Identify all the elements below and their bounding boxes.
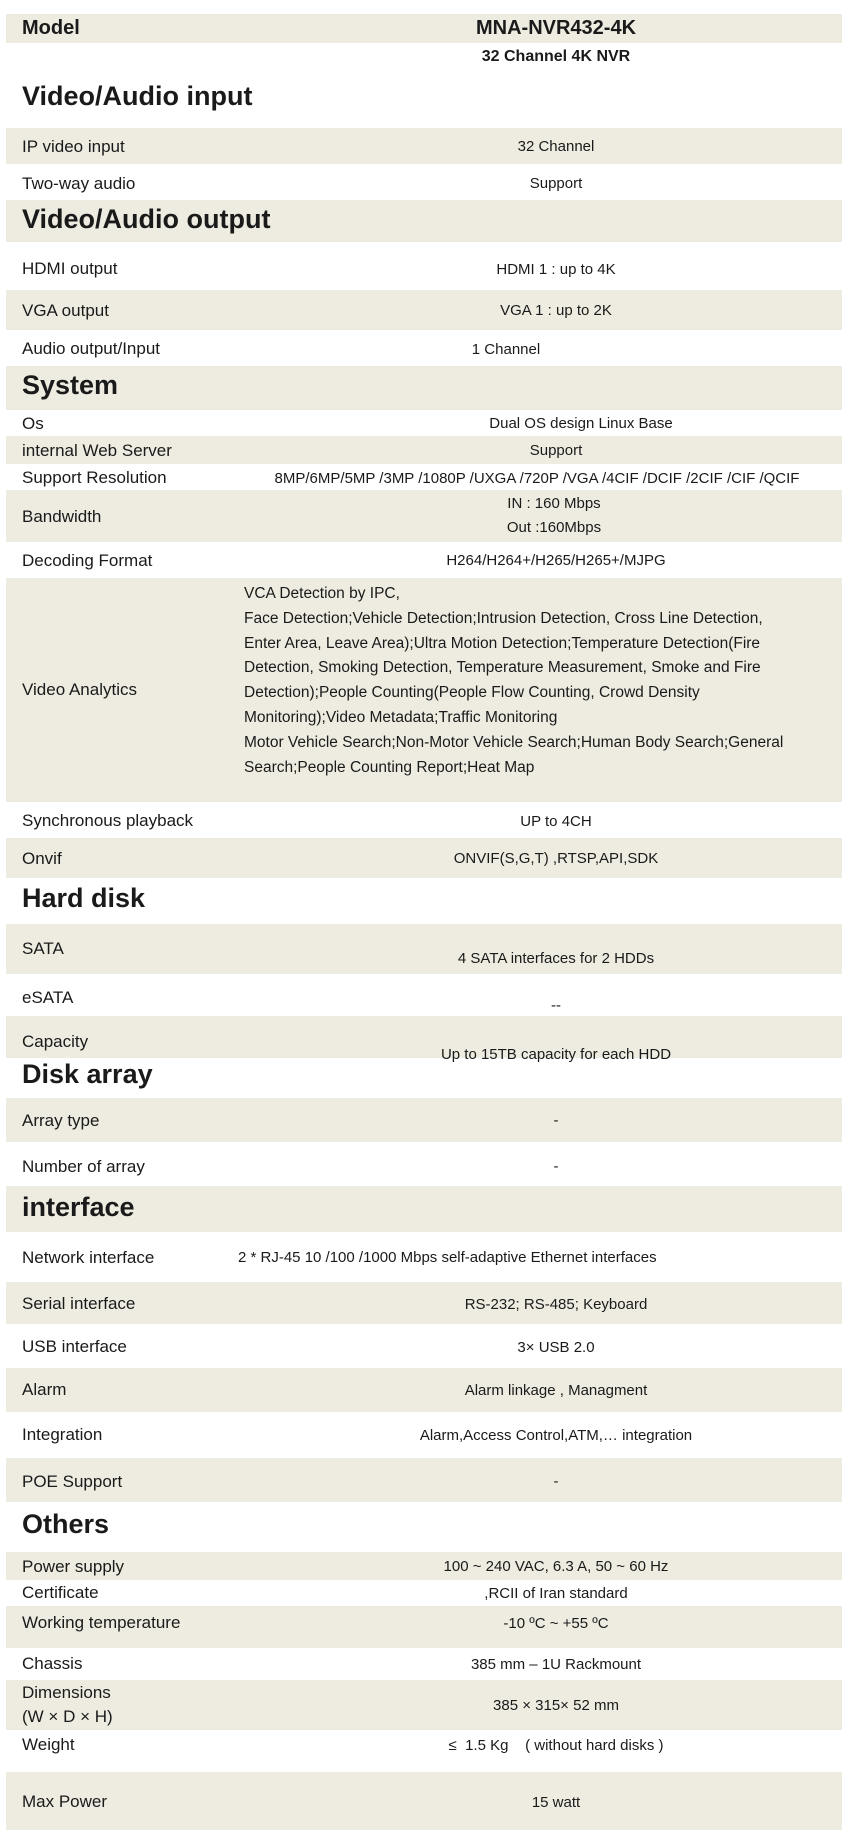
text-line: Detection);People Counting(People Flow Counting, Crowd Density bbox=[244, 684, 700, 702]
spec-value: HDMI 1 : up to 4K bbox=[496, 261, 616, 278]
spec-value: 4 SATA interfaces for 2 HDDs bbox=[457, 950, 655, 967]
spec-label: Number of array bbox=[22, 1157, 145, 1176]
model-row bbox=[6, 14, 842, 43]
spec-row bbox=[6, 1730, 842, 1772]
spec-label: Max Power bbox=[22, 1792, 108, 1811]
spec-value: H264/H264+/H265/H265+/MJPG bbox=[446, 552, 666, 569]
spec-label: Decoding Format bbox=[22, 551, 153, 570]
spec-label: Power supply bbox=[22, 1557, 125, 1576]
spec-value: 2 * RJ-45 10 /100 /1000 Mbps self-adaptive Ethernet interfaces bbox=[238, 1249, 657, 1266]
spec-value: Dual OS design Linux Base bbox=[489, 415, 673, 432]
spec-row bbox=[6, 542, 842, 578]
spec-value: RS-232; RS-485; Keyboard bbox=[464, 1296, 648, 1313]
spec-row bbox=[6, 330, 842, 366]
spec-label: Dimensions bbox=[22, 1683, 111, 1702]
spec-value-secondary: Out :160Mbps bbox=[506, 519, 602, 536]
spec-label: Certificate bbox=[22, 1583, 99, 1602]
spec-label: Working temperature bbox=[22, 1613, 181, 1632]
spec-value: Alarm,Access Control,ATM,… integration bbox=[419, 1427, 693, 1444]
spec-label: SATA bbox=[22, 939, 64, 958]
model-label: Model bbox=[22, 17, 80, 39]
text-line: Search;People Counting Report;Heat Map bbox=[244, 758, 535, 776]
spec-value: ONVIF(S,G,T) ,RTSP,API,SDK bbox=[453, 850, 659, 867]
spec-value: 8MP/6MP/5MP /3MP /1080P /UXGA /720P /VGA /4CIF /DCIF /2CIF /CIF /QCIF bbox=[274, 470, 800, 487]
spec-label: Audio output/Input bbox=[22, 339, 161, 358]
spec-row bbox=[6, 974, 842, 1016]
text-line: Motor Vehicle Search;Non-Motor Vehicle Search;Human Body Search;General bbox=[244, 733, 784, 751]
spec-row bbox=[6, 1580, 842, 1606]
spec-row bbox=[6, 1142, 842, 1186]
text-line: Face Detection;Vehicle Detection;Intrusion Detection, Cross Line Detection, bbox=[244, 609, 763, 627]
spec-value: ≤ 1.5 Kg ( without hard disks ) bbox=[448, 1737, 664, 1754]
spec-label: IP video input bbox=[22, 137, 125, 156]
spec-label: Capacity bbox=[22, 1032, 89, 1051]
spec-row bbox=[6, 1606, 842, 1648]
spec-row bbox=[6, 1016, 842, 1063]
spec-value: ,RCII of Iran standard bbox=[484, 1585, 628, 1602]
section-title-hard-disk: Hard disk bbox=[22, 883, 146, 913]
model-value: MNA-NVR432-4K bbox=[475, 17, 637, 39]
spec-value: - bbox=[553, 1473, 559, 1490]
spec-value: - bbox=[553, 1158, 559, 1175]
spec-label: Network interface bbox=[22, 1248, 155, 1267]
spec-value: -- bbox=[551, 997, 561, 1014]
spec-value: 385 × 315× 52 mm bbox=[493, 1697, 619, 1714]
spec-row bbox=[6, 248, 842, 290]
spec-row bbox=[6, 464, 842, 490]
spec-row bbox=[6, 1412, 842, 1458]
spec-row bbox=[6, 164, 842, 200]
spec-label: USB interface bbox=[22, 1337, 127, 1356]
spec-value: 3× USB 2.0 bbox=[517, 1339, 595, 1356]
section-title-system: System bbox=[22, 370, 119, 400]
spec-label: Onvif bbox=[22, 849, 62, 868]
spec-label: Serial interface bbox=[22, 1294, 136, 1313]
spec-row bbox=[6, 924, 842, 974]
section-title-video-audio-output: Video/Audio output bbox=[22, 204, 271, 234]
spec-value: IN : 160 Mbps bbox=[507, 495, 601, 512]
section-title-disk-array: Disk array bbox=[22, 1059, 153, 1089]
spec-value: 1 Channel bbox=[471, 341, 541, 358]
spec-label: Support Resolution bbox=[22, 468, 167, 487]
spec-row bbox=[6, 1552, 842, 1580]
text-line: Detection, Smoking Detection, Temperature Measurement, Smoke and Fire bbox=[244, 659, 761, 677]
spec-label: Integration bbox=[22, 1425, 103, 1444]
spec-value: 385 mm – 1U Rackmount bbox=[470, 1656, 642, 1673]
spec-label: internal Web Server bbox=[22, 441, 172, 460]
spec-value: Alarm linkage , Managment bbox=[464, 1382, 648, 1399]
text-line: VCA Detection by IPC, bbox=[244, 585, 400, 602]
spec-label: Synchronous playback bbox=[22, 811, 194, 830]
spec-value: 15 watt bbox=[531, 1794, 581, 1811]
spec-row bbox=[6, 410, 842, 436]
spec-row bbox=[6, 578, 842, 802]
spec-label: Bandwidth bbox=[22, 507, 102, 526]
spec-row bbox=[6, 802, 842, 838]
spec-row bbox=[6, 1324, 842, 1368]
spec-label: POE Support bbox=[22, 1472, 123, 1491]
spec-label: Two-way audio bbox=[22, 174, 136, 193]
spec-value: Support bbox=[529, 442, 583, 459]
spec-row bbox=[6, 128, 842, 164]
spec-label: Array type bbox=[22, 1111, 100, 1130]
spec-row bbox=[6, 1680, 842, 1730]
spec-row bbox=[6, 1458, 842, 1502]
spec-value: UP to 4CH bbox=[520, 813, 592, 830]
section-band bbox=[6, 366, 842, 410]
model-subtitle: 32 Channel 4K NVR bbox=[481, 48, 631, 65]
spec-label: Video Analytics bbox=[22, 680, 137, 699]
spec-value: 100 ~ 240 VAC, 6.3 A, 50 ~ 60 Hz bbox=[443, 1558, 669, 1575]
spec-row bbox=[6, 490, 842, 542]
spec-label: Os bbox=[22, 414, 44, 433]
spec-value: -10 ºC ~ +55 ºC bbox=[503, 1615, 609, 1632]
spec-row bbox=[6, 290, 842, 330]
spec-label: Weight bbox=[22, 1735, 75, 1754]
spec-label: Alarm bbox=[22, 1380, 67, 1399]
spec-row bbox=[6, 1282, 842, 1324]
spec-value: Up to 15TB capacity for each HDD bbox=[440, 1046, 672, 1063]
spec-row bbox=[6, 436, 842, 464]
spec-value: 32 Channel bbox=[517, 138, 595, 155]
spec-row bbox=[6, 838, 842, 878]
spec-label: eSATA bbox=[22, 988, 74, 1007]
section-title-video-audio-input: Video/Audio input bbox=[22, 81, 253, 111]
spec-label-secondary: (W × D × H) bbox=[22, 1707, 113, 1726]
section-title-interface: interface bbox=[22, 1192, 135, 1222]
text-line: Monitoring);Video Metadata;Traffic Monitoring bbox=[244, 708, 558, 726]
section-title-others: Others bbox=[22, 1509, 110, 1539]
spec-label: VGA output bbox=[22, 301, 109, 320]
spec-row bbox=[6, 1368, 842, 1412]
spec-value: VGA 1 : up to 2K bbox=[500, 302, 612, 319]
spec-label: Chassis bbox=[22, 1654, 83, 1673]
video-analytics-text bbox=[244, 582, 840, 780]
spec-row bbox=[6, 1648, 842, 1680]
spec-value: Support bbox=[529, 175, 583, 192]
spec-value: - bbox=[553, 1112, 559, 1129]
spec-label: HDMI output bbox=[22, 259, 118, 278]
text-line: Enter Area, Leave Area);Ultra Motion Detection;Temperature Detection(Fire bbox=[244, 634, 761, 652]
spec-row bbox=[6, 1772, 842, 1830]
spec-row bbox=[6, 1098, 842, 1142]
spec-row bbox=[6, 1232, 842, 1282]
